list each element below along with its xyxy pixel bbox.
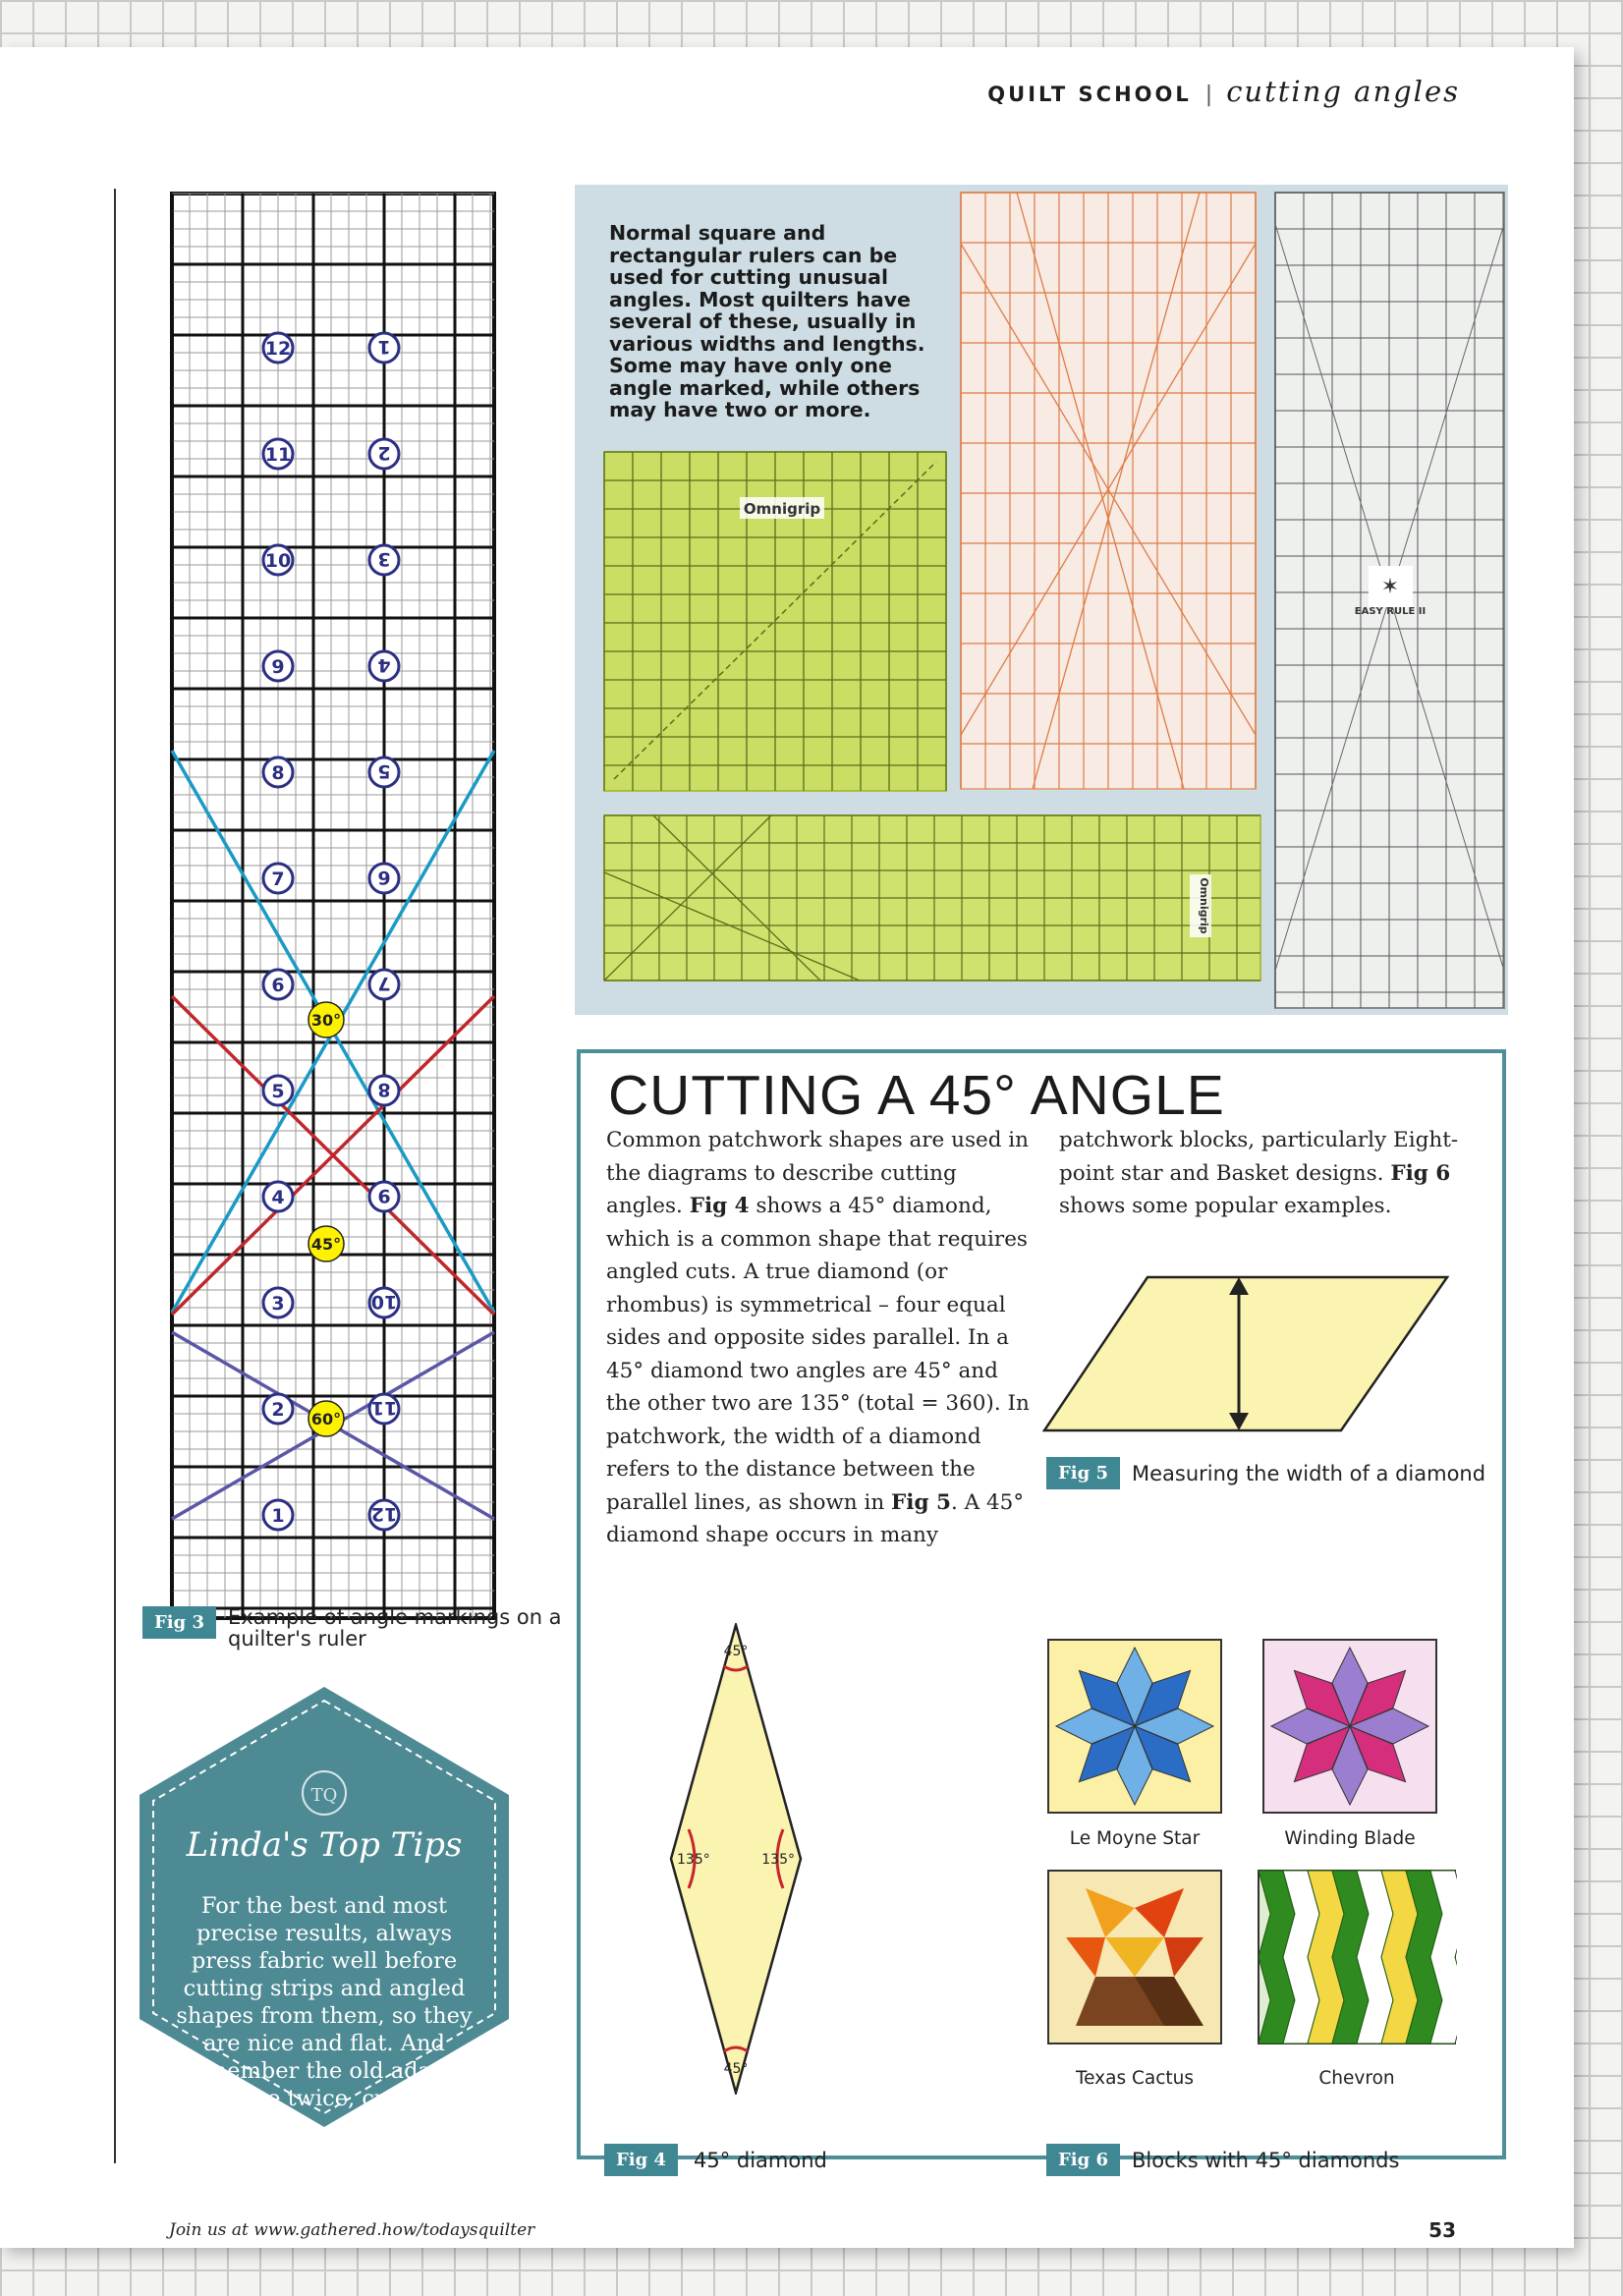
ruler-right-number: 11 — [370, 1397, 398, 1419]
le-moyne-star-icon — [1056, 1648, 1213, 1805]
col1-run: Common patchwork shapes are used in the diagrams to describe cutting angles. — [606, 1128, 1030, 1218]
footer-url: Join us at www.gathered.how/todaysquilter — [169, 2220, 535, 2240]
ruler-right-number: 4 — [377, 654, 391, 676]
photo-caption: Normal square and rectangular rulers can be used for cutting unusual angles. Most quilters have several of these, usually in various widths and lengths. Some may have only one angle marked, while others may have two or more. — [609, 221, 925, 421]
block-label-le-moyne: Le Moyne Star — [1069, 1828, 1201, 1849]
fig3-caption-row — [142, 1606, 567, 1650]
ruler-left-number: 5 — [271, 1081, 285, 1102]
ruler-right-number: 1 — [377, 336, 391, 358]
ruler-right-number: 12 — [370, 1503, 398, 1525]
article-column-1 — [606, 1124, 1038, 1552]
article-title: CUTTING A 45° ANGLE — [608, 1064, 1225, 1127]
clear-ruler-star-icon: ✶ — [1380, 575, 1400, 599]
col2-run-bold: Fig 6 — [1390, 1160, 1451, 1186]
section-topic: cutting angles — [1226, 75, 1460, 108]
fig6-caption-row — [1046, 2144, 1399, 2176]
fig3-tag: Fig 3 — [142, 1606, 216, 1639]
ruler-left-number: 7 — [271, 868, 285, 890]
col1-run-bold: Fig 5 — [891, 1489, 951, 1515]
magazine-page — [0, 47, 1574, 2248]
col2-run: patchwork blocks, particularly Eight-point star and Basket designs. — [1059, 1128, 1459, 1186]
fig3-caption: Example of angle markings on a quilter's ruler — [228, 1605, 562, 1651]
fig4-caption: 45° diamond — [694, 2148, 827, 2172]
col1-run-bold: Fig 4 — [689, 1194, 750, 1218]
ruler-right-number: 10 — [370, 1291, 398, 1313]
winding-blade-icon — [1271, 1648, 1428, 1805]
tips-logo: TQ — [310, 1785, 338, 1806]
rulers-photo-panel — [575, 185, 1508, 1015]
article-column-2 — [1059, 1124, 1472, 1223]
header-separator: | — [1204, 83, 1213, 107]
article-box — [577, 1049, 1506, 2172]
col2-run: shows some popular examples. — [1059, 1194, 1392, 1218]
ruler-left-number: 4 — [271, 1187, 285, 1208]
block-label-texas-cactus: Texas Cactus — [1075, 2068, 1195, 2089]
ruler-angle-label: 45° — [310, 1235, 342, 1254]
section-label: QUILT SCHOOL — [987, 83, 1192, 106]
rulers-photo — [575, 185, 1508, 1015]
fig6-tag: Fig 6 — [1046, 2144, 1120, 2176]
block-chevron — [1257, 1869, 1457, 2045]
fig5-caption-row — [1046, 1457, 1485, 1489]
ruler-left-number: 9 — [271, 656, 285, 678]
green-long-brand: Omnigrip — [1198, 877, 1210, 934]
block-label-winding-blade: Winding Blade — [1284, 1828, 1416, 1849]
ruler-left-number: 1 — [271, 1505, 285, 1527]
ruler-left-number: 8 — [271, 762, 285, 784]
ruler-right-number: 3 — [377, 548, 391, 570]
fig4-diagram — [667, 1623, 805, 2095]
ruler-left-number: 12 — [264, 338, 292, 360]
ruler-right-number: 7 — [377, 973, 391, 994]
ruler-right-number: 2 — [377, 442, 391, 464]
clear-ruler-brand: EASY RULE II — [1354, 606, 1427, 617]
fig4-angle-right: 135° — [761, 1852, 795, 1868]
fig4-caption-row — [604, 2144, 827, 2176]
ruler-left-number: 10 — [264, 550, 292, 572]
ruler-left-number: 2 — [271, 1399, 285, 1421]
fig4-tag: Fig 4 — [604, 2144, 678, 2176]
fig5-diamond — [1044, 1277, 1447, 1430]
fig4-angle-left: 135° — [677, 1852, 710, 1868]
block-winding-blade — [1261, 1638, 1438, 1815]
ruler-angle-label: 30° — [310, 1011, 342, 1030]
ruler-right-number: 8 — [377, 1079, 391, 1100]
fig5-tag: Fig 5 — [1046, 1457, 1120, 1489]
ruler-angle-label: 60° — [310, 1410, 342, 1428]
tips-text: For the best and most precise results, always press fabric well before cutting strips and angled shapes from them, so they are nice and flat. And remember the old adage: measure twice, cut once. — [176, 1893, 473, 2111]
page-header — [987, 75, 1460, 108]
margin-rule — [114, 189, 116, 2163]
tips-title: Linda's Top Tips — [186, 1825, 463, 1865]
page-number: 53 — [1428, 2218, 1456, 2242]
ruler-right-number: 9 — [377, 1185, 391, 1206]
ruler-left-number: 6 — [271, 975, 285, 996]
ruler-right-number: 5 — [377, 760, 391, 782]
green-square-brand: Omnigrip — [743, 500, 821, 518]
ruler-right-number: 6 — [377, 867, 391, 888]
block-texas-cactus — [1046, 1869, 1223, 2045]
fig3-ruler-diagram — [169, 191, 497, 1621]
col1-run: . A 45° diamond shape occurs in many — [606, 1489, 1025, 1547]
fig4-angle-top: 45° — [723, 1644, 749, 1659]
block-label-chevron: Chevron — [1318, 2068, 1395, 2089]
fig5-diagram — [1042, 1271, 1455, 1438]
fig6-caption: Blocks with 45° diamonds — [1132, 2148, 1400, 2172]
col1-run: shows a 45° diamond, which is a common shape that requires angled cuts. A true diamond (or rhombus) is symmetrical – four equal sides and opposite sides parallel. In a 45° diamond two angles are 45° and the other two are 135° (total = 360). In patchwork, the width of a diamond refers to the distance between the parallel lines, as shown in — [606, 1194, 1030, 1515]
ruler-left-number: 11 — [264, 444, 292, 466]
fig4-angle-bottom: 45° — [723, 2061, 749, 2077]
block-le-moyne-star — [1046, 1638, 1223, 1815]
fig5-caption: Measuring the width of a diamond — [1132, 1461, 1486, 1485]
ruler-left-number: 3 — [271, 1293, 285, 1315]
chevron-stripes-icon — [1259, 1871, 1457, 2044]
